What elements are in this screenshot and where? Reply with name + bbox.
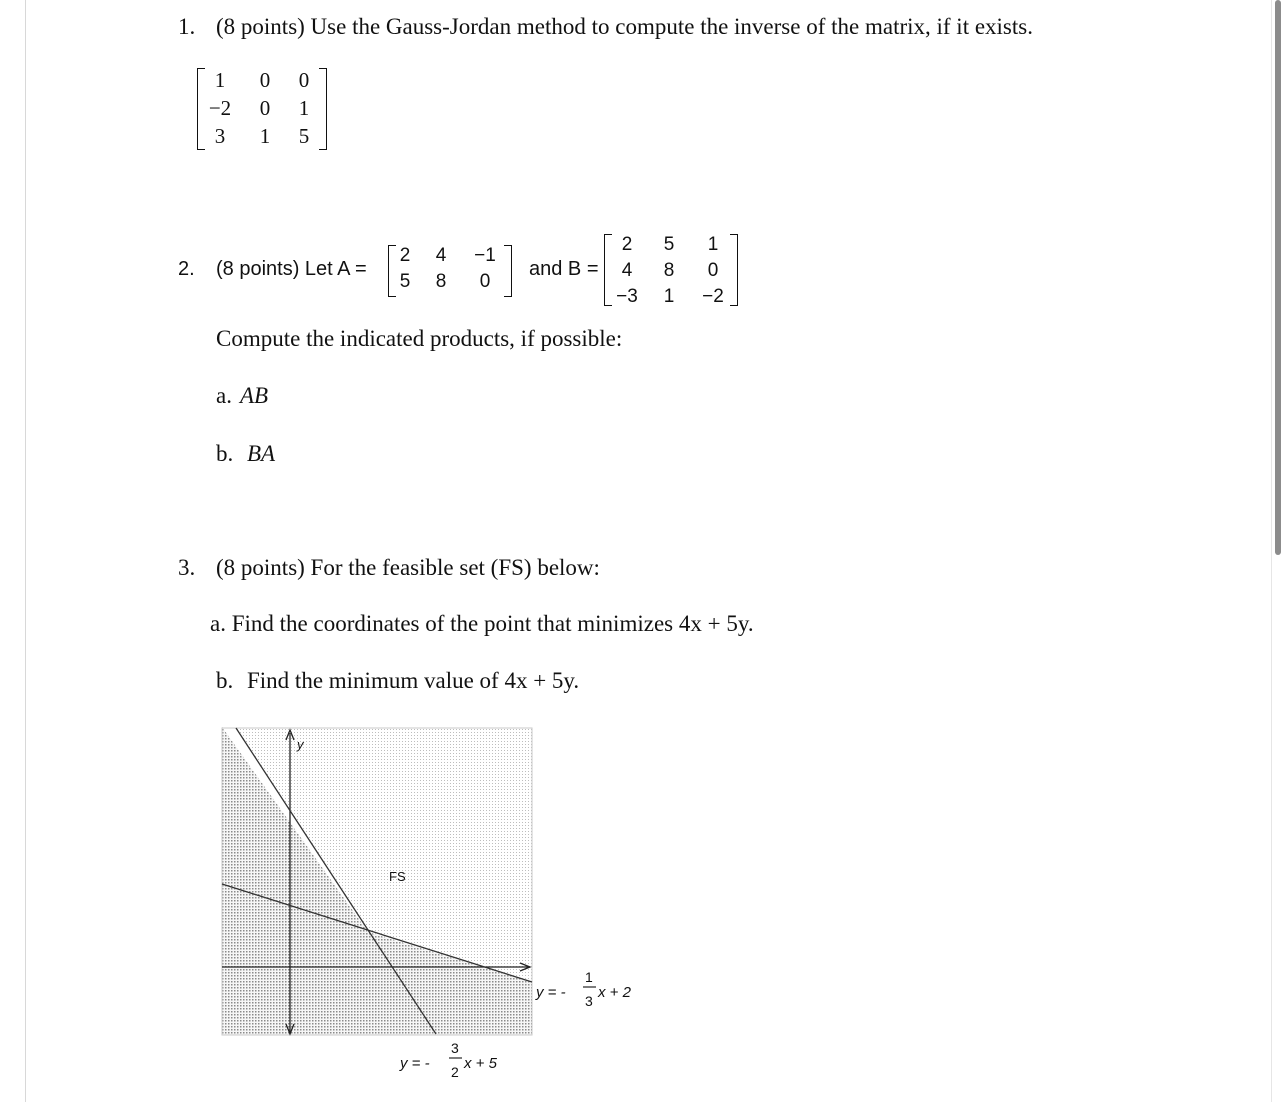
b-r3c3: −2 — [702, 286, 724, 307]
a-r1c1: 2 — [399, 245, 411, 266]
eq2-prefix: y = - — [400, 1055, 430, 1072]
b-r3c2: 1 — [663, 286, 675, 307]
q1-m-r3c3: 5 — [298, 124, 310, 148]
b-r1c3: 1 — [707, 234, 719, 255]
b-r1c2: 5 — [663, 234, 675, 255]
a-r1c3: −1 — [474, 245, 496, 266]
q3-part-a: a. Find the coordinates of the point that minimizes 4x + 5y. — [210, 611, 754, 636]
eq2-denominator: 2 — [451, 1064, 459, 1080]
q2-part-b: BA — [247, 441, 276, 466]
q1-m-r3c1: 3 — [214, 124, 226, 148]
a-r1c2: 4 — [435, 245, 447, 266]
eq2-suffix: x + 5 — [464, 1055, 497, 1072]
eq2-numerator: 3 — [451, 1040, 459, 1056]
a-r2c3: 0 — [479, 271, 491, 292]
q1-m-r2c1: −2 — [208, 96, 232, 120]
q2-part-b-label: b. — [216, 441, 234, 466]
q1-number: 1. — [178, 14, 196, 39]
equation-shallow — [535, 969, 632, 1009]
q1-m-r1c1: 1 — [214, 68, 226, 92]
q1-text: (8 points) Use the Gauss-Jordan method to compute the inverse of the matrix, if it exists. — [216, 14, 1033, 39]
a-r2c2: 8 — [435, 271, 447, 292]
b-r2c2: 8 — [663, 260, 675, 281]
b-r2c1: 4 — [621, 260, 633, 281]
q2-part-a: AB — [240, 383, 269, 408]
eq1-prefix: y = - — [536, 984, 566, 1001]
q1-m-r2c3: 1 — [298, 96, 310, 120]
a-r2c1: 5 — [399, 271, 411, 292]
q3-number: 3. — [178, 555, 196, 580]
fs-label: FS — [389, 869, 406, 884]
q1-m-r1c2: 0 — [259, 68, 271, 92]
q2-and-b: and B = — [529, 258, 599, 280]
q3-part-b: Find the minimum value of 4x + 5y. — [247, 668, 580, 693]
y-axis-label: y — [297, 737, 304, 752]
q2-intro: (8 points) Let A = — [216, 258, 367, 280]
q2-part-a-label: a. — [216, 383, 232, 408]
b-r2c3: 0 — [707, 260, 719, 281]
eq1-suffix: x + 2 — [598, 984, 631, 1001]
q2-compute: Compute the indicated products, if possible: — [216, 326, 623, 351]
q1-m-r2c2: 0 — [259, 96, 271, 120]
eq1-denominator: 3 — [585, 993, 593, 1009]
b-r1c1: 2 — [621, 234, 633, 255]
q3-part-b-label: b. — [216, 668, 234, 693]
equation-steep — [399, 1040, 498, 1080]
q1-m-r1c3: 0 — [298, 68, 310, 92]
b-r3c1: −3 — [616, 286, 638, 307]
eq1-numerator: 1 — [585, 969, 593, 985]
q3-text: (8 points) For the feasible set (FS) below: — [216, 555, 600, 580]
q2-number: 2. — [178, 258, 195, 280]
q1-m-r3c2: 1 — [259, 124, 271, 148]
